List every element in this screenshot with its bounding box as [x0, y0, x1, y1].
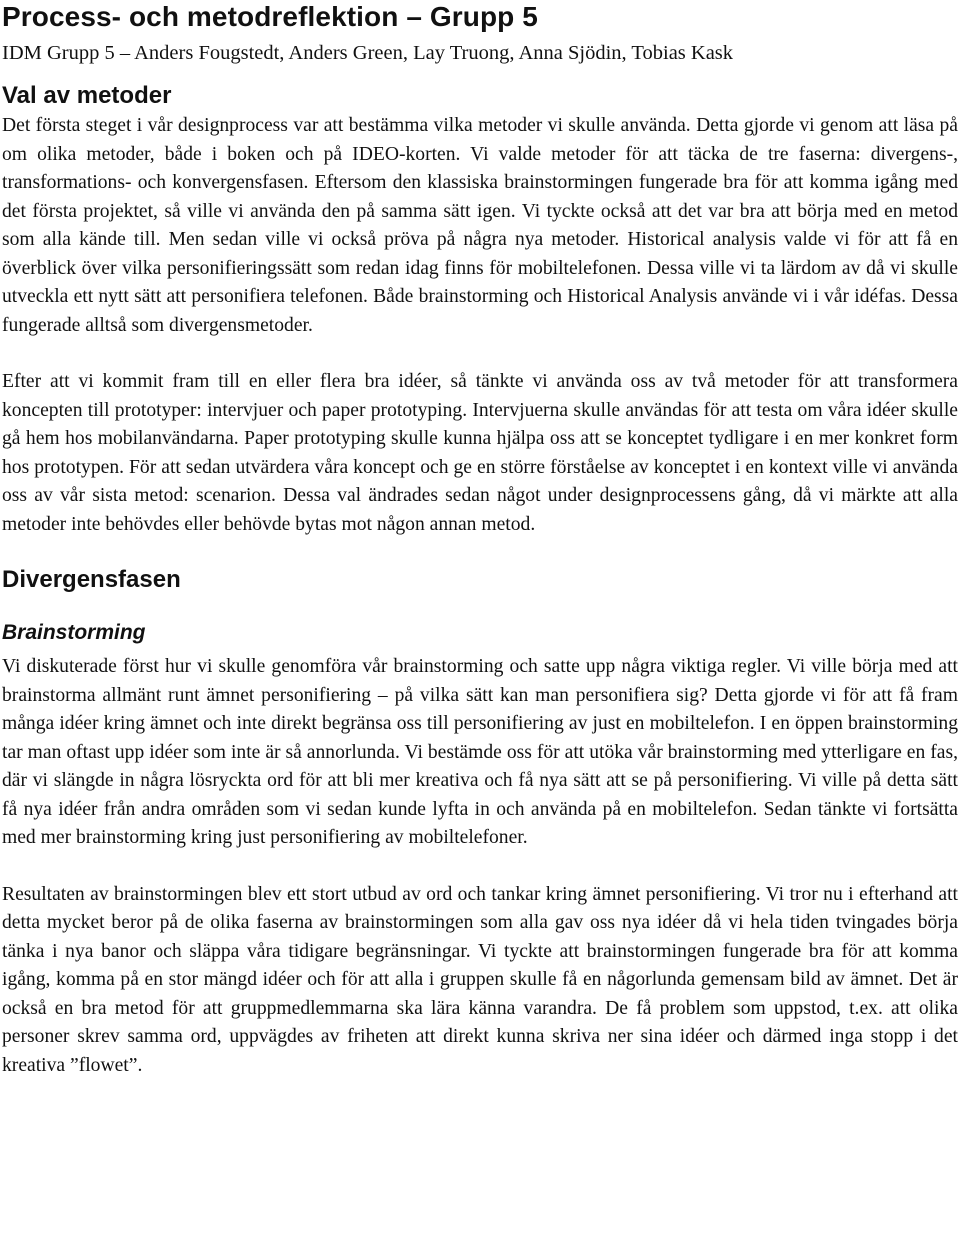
section-heading-divergensfasen: Divergensfasen: [2, 566, 181, 593]
paragraph-val-2: Efter att vi kommit fram till en eller flera bra idéer, så tänkte vi använda oss av två metoder för att transformera koncepten till prototyper: intervjuer och paper prototyping. Intervjuerna skulle användas för att testa om våra idéer skulle gå hem hos mobilanvändarna. Paper prototyping skulle kunna hjälpa oss att se konceptet tydligare i en mer konkret form hos prototypen. För att sedan utvärdera våra koncept och ge en större förståelse av konceptet i en kontext ville vi använda oss av vår sista metod: scenarion. Dessa val ändrades sedan något under designprocessens gång, då vi märkte att alla metoder inte behövdes eller behövde bytas mot någon annan metod.: [2, 371, 958, 535]
author-line: IDM Grupp 5 – Anders Fougstedt, Anders Green, Lay Truong, Anna Sjödin, Tobias Kask: [2, 42, 734, 64]
subheading-brainstorming: Brainstorming: [2, 621, 146, 644]
document-title: Process- och metodreflektion – Grupp 5: [2, 1, 538, 32]
paragraph-val-1: Det första steget i vår designprocess var att bestämma vilka metoder vi skulle använda. Detta gjorde vi genom att läsa på om olika metoder, både i boken och på IDEO-korten. Vi valde metoder för att täcka de tre faserna: divergens-, transformations- och konvergensfasen. Eftersom den klassiska brainstormingen fungerade bra för att komma igång med det första projektet, så ville vi använda den på samma sätt igen. Vi tyckte också att det var bra att börja med en metod som alla kände till. Men sedan ville vi också pröva på några nya metoder. Historical analysis valde vi för att få en överblick över vilka personifieringssätt som redan idag finns för mobiltelefonen. Dessa ville vi ta lärdom av då vi skulle utveckla ett nytt sätt att personifiera telefonen. Både brainstorming och Historical Analysis använde vi i vår idéfas. Dessa fungerade alltså som divergensmetoder.: [2, 115, 958, 336]
section-heading-val-av-metoder: Val av metoder: [2, 82, 172, 109]
document-page: [2, 0, 958, 1080]
paragraph-brainstorming-2: Resultaten av brainstormingen blev ett stort utbud av ord och tankar kring ämnet personifiering. Vi tror nu i efterhand att detta mycket beror på de olika faserna av brainstormingen som alla gav oss nya idéer då vi hela tiden tvingades börja tänka i nya banor och släppa våra tidigare begränsningar. Vi tyckte att brainstormingen fungerade bra för att komma igång, komma på en stor mängd idéer och för att alla i gruppen skulle få en någorlunda gemensam bild av ämnet. Det är också en bra metod för att gruppmedlemmarna ska lära känna varandra. De få problem som uppstod, t.ex. att olika personer skrev samma ord, uppvägdes av friheten att direkt kunna skriva ner sina idéer och därmed inga stopp i det kreativa ”flowet”.: [2, 883, 958, 1076]
paragraph-brainstorming-1: Vi diskuterade först hur vi skulle genomföra vår brainstorming och satte upp några viktiga regler. Vi ville börja med att brainstorma allmänt runt ämnet personifiering – på vilka sätt kan man personifiera sig? Detta gjorde vi för att få fram många idéer kring ämnet och inte direkt begränsa oss till personifiering av just en mobiltelefon. I en öppen brainstorming tar man oftast upp idéer som inte är så annorlunda. Vi bestämde oss för att utöka vår brainstorming med ytterligare en fas, där vi slängde in några lösryckta ord för att bli mer kreativa och få nya sätt att se på personifiering. Vi ville på detta sätt få nya idéer från andra områden som vi sedan kunde lyfta in och använda på en mobiltelefon. Sedan tänkte vi fortsätta med mer brainstorming kring just personifiering av mobiltelefoner.: [2, 656, 958, 848]
